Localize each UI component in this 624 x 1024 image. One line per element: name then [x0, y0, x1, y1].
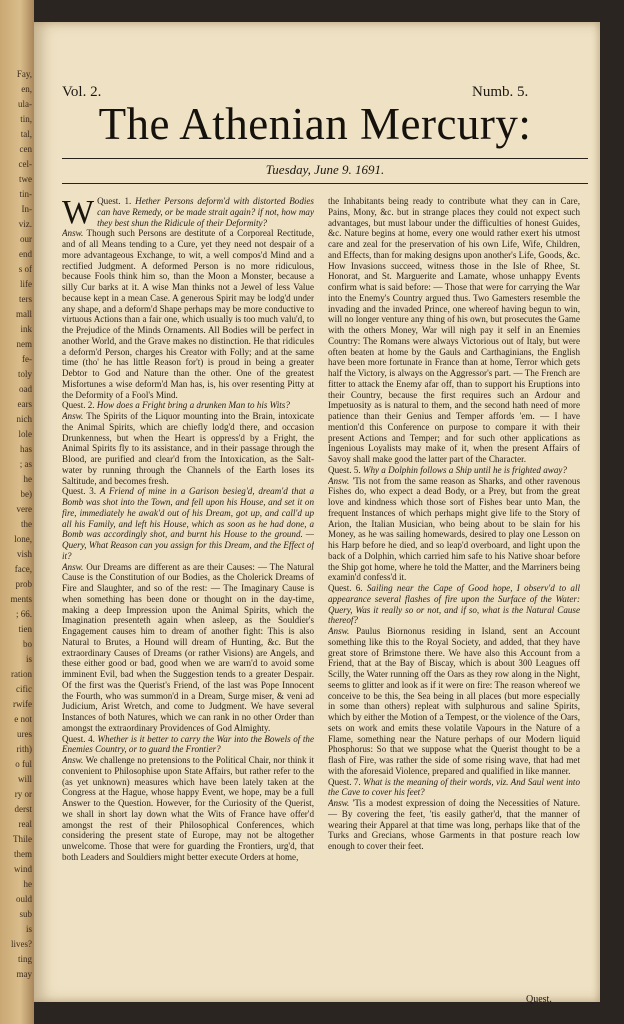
adjacent-page-fragment: lives?: [11, 940, 32, 949]
adjacent-page-fragment: is: [25, 655, 32, 664]
question-label: Quest. 3.: [62, 486, 97, 497]
answer-label: Answ.: [328, 798, 350, 808]
adjacent-page-fragment: prob: [15, 580, 32, 589]
adjacent-page-fragment: ting: [17, 955, 32, 964]
adjacent-page-fragment: vere: [16, 505, 32, 514]
adjacent-page-fragment: nem: [16, 340, 32, 349]
adjacent-page-fragment: ula-: [18, 100, 32, 109]
question-label: Quest. 4.: [62, 733, 95, 744]
adjacent-page-fragment: tin-: [19, 190, 32, 199]
column-right: [328, 196, 580, 996]
adjacent-page-fragment: he: [23, 880, 32, 889]
answer-label: Answ.: [62, 755, 84, 765]
adjacent-page-fragment: ures: [17, 730, 32, 739]
adjacent-page-fragment: tin,: [20, 115, 32, 124]
body-text: the Inhabitants being ready to contribute what they can in Care, Pains, Mony, &c. but in strange places they could not expect such advantages, but must labour under the difficulties of honest Guides, &c. Nature begins at home, every one would rather exert his utmost care and zeal for the preservation of his own Life, Wife, Children, and Effects, than for making designs upon another's Life, Goods, &c. How Invasions succeed, witness those in the Isle of Rhee, St. Honorat, and St. Marguerite and Lamate, whose unhappy Events confirm what is said before: — Those that were for carrying the War into the Enemy's Country argued thus. Two Gamesters resemble the invading and the invaded Prince, one whereof having begun to win, will no longer venture any thing of his own, but prosecutes the Game with the others Money, War will nigh pay it self in an Enemies Country: The Romans were always Victorious out of Italy, but were often beaten at home by the Gauls and Carthaginians, the English have been more fortunate in France than at home, Terror which gets half the Victory, is always on the Aggressor's part. — The French are fitter to attack the Enemy afar off, than to support his Eruptions into their Country, because the first requires such an Ardour and Impetuosity as is natural to them, and the second hath need of more patience than their Genius and Temper affords 'em. — I have mention'd this Conference on purpose to compare it with their present Actions and Temper; and for such other applications as Ingenious Loyalists may make of it, when the present Affairs of Savoy shall make good the latter part of the Character.: [328, 196, 580, 464]
adjacent-page-fragment: en,: [21, 85, 32, 94]
adjacent-page-fragment: will: [17, 775, 32, 784]
adjacent-page-fragment: ; 66.: [15, 610, 32, 619]
body-text: Paulus Biornonus residing in Island, sent an Account something like this to the Royal Society, and added, that they have great store of Brimstone there. We have also this Account from a Friend, that at the Bay of Biscay, which is about 300 Leagues off Scilly, the Water running off the Oars as they row along in the Night, seems to glitter and look as if it were on fire: The reason whereof we conceive to be this, the Sea being in all places (but more especially in some than others) repleat with sulphurous and saline Spirits, which by either the Motion of a Tempest, or the violence of the Oars, sets on work and emits these volatile Vapours in the Nature of a Flame, something near the Nature perhaps of our Modern liquid Phosphorus: So that we suppose what the Querist thought to be a flash of Fire, was rather the side of some rising wave, that had met with the aforesaid Violence, prepared and qualified in like manner.: [328, 626, 580, 776]
adjacent-page-fragment: rwife: [13, 700, 32, 709]
adjacent-page-fragment: tien: [18, 625, 32, 634]
answer-label: Answ.: [62, 228, 84, 239]
adjacent-page-fragment: oad: [19, 385, 32, 394]
answer-paragraph: [328, 798, 580, 852]
body-text: 'Tis a modest expression of doing the Necessities of Nature. — By covering the feet, 'tis easily gather'd, that the manner of wearing their Apparel at that time was long, perhaps like that of the Turks and Grecians, whose Garments in that posture reach low enough to cover their feet.: [328, 798, 580, 851]
adjacent-page-fragment: fe-: [22, 355, 32, 364]
question-label: Quest. 2.: [62, 400, 95, 411]
masthead-rule-top: [62, 158, 588, 159]
adjacent-page-fragment: our: [20, 235, 32, 244]
question-label: Quest. 7.: [328, 776, 361, 787]
question-paragraph: [62, 196, 314, 231]
question-paragraph: [62, 400, 314, 411]
body-text: The Spirits of the Liquor mounting into the Brain, intoxicate the Animal Spirits, which are chiefly lodg'd there, and occasion Drunkenness, but when the Heart is oppress'd by a Fright, the Animal Spirits fly to its assistance, and in their passage through the Blood, are purified and clear'd from the Intoxication, as the Salt-water by running through the Channels of the Earth loses its Saltitude, and becomes fresh.: [62, 411, 314, 486]
body-text: Our Dreams are different as are their Causes: — The Natural Cause is the Constitution of our Bodies, as the Cholerick Dreams of Fire and Slaughter, and so of the rest: — The Imaginary Cause is when something has been done or thought on in the day-time, making a deep Impression upon the Animal Spirits, which the Imagination presenteth again when asleep, as the Souldier's Engagement causes him to dream of another fight: This is also Natural to Brutes, a Hound will dream of Hunting, &c. But the extraordinary Causes of Dreams (or rather Visions) are Angels, and these either good or bad, good when we are warn'd to avoid some imminent Evil, bad when the Suggestion tends to a greater Despair. Of the first was the Querist's Friend, of the last was Pope Innocent the Fourth, who was summon'd in a Dream, Surge miser, & veni ad Judicium, Arist Wretch, and come to Judgment. We have several Instances of both Natures, which we can rank in no other Order than amongst the extraordinary Providences of God Almighty.: [62, 561, 314, 733]
adjacent-page-fragment: Thile: [13, 835, 32, 844]
adjacent-page-fragment: rith): [16, 745, 32, 754]
adjacent-page-fragment: them: [14, 850, 32, 859]
adjacent-page-fragment: he: [23, 475, 32, 484]
adjacent-page-fragment: ; as: [19, 460, 32, 469]
adjacent-page-fragment: life: [20, 280, 32, 289]
question-paragraph: [328, 777, 580, 799]
question-text: Hether Persons deform'd with distorted Bodies can have Remedy, or be made strait again? if not, how may they best shun the Ridicule of their Deformity?: [97, 196, 314, 228]
answer-label: Answ.: [328, 475, 350, 486]
body-text: 'Tis not from the same reason as Sharks, and other ravenous Fishes do, who expect a dead Body, or a Prey, but from the great love and kindness which those sort of Fishes bear unto Man, the frequent Instances of which perhaps might give life to the Story of Arion, the Italian Musician, who being about to be slain for his Money, as he was sailing homewards, desired to play one Lesson on his Harp before he died, and so leap'd overboard, and light upon the back of a Dolphin, which carried him safe to his Native shoar before the Ship got home, where he told the Matter, and the Marriners being examin'd confess'd it.: [328, 475, 580, 583]
question-label: Quest. 1.: [97, 196, 132, 206]
adjacent-page-edge: [0, 0, 34, 1024]
question-text: Why a Dolphin follows a Ship until he is frighted away?: [362, 464, 567, 475]
adjacent-page-fragment: may: [16, 970, 32, 979]
adjacent-page-fragment: is: [25, 925, 32, 934]
question-label: Quest. 5.: [328, 464, 361, 475]
number-label: Numb. 5.: [472, 84, 529, 100]
adjacent-page-fragment: o ful: [15, 760, 32, 769]
adjacent-page-fragment: viz.: [18, 220, 32, 229]
answer-paragraph: [62, 755, 314, 863]
adjacent-page-fragment: e not: [14, 715, 32, 724]
adjacent-page-fragment: s of: [18, 265, 32, 274]
question-text: Sailing near the Cape of Good hope, I observ'd to all appearance several flashes of fire upon the Surface of the Water: Query, Was it really so or not, and if so, what is the Natural Cause thereof?: [328, 583, 580, 626]
drop-cap: W: [62, 196, 95, 231]
adjacent-page-fragment: be): [20, 490, 32, 499]
body-text: We challenge no pretensions to the Political Chair, nor think it convenient to Philosophise upon State Affairs, but rather refer to the (as yet unknown) measures which have been lately taken at the Congress at the Hague, whose happy Event, we hope, may be a full Answer to the Question. However, for the Curiosity of the Querist, we shall in short lay down what the Wits of France have offer'd amongst the rest of their Philosophical Conferences, which considering the present state of Europe, may not be altogether unwelcome. Those that were for guarding the Frontiers, urg'd, that both Leaders and Souldiers might better execute Orders at home,: [62, 755, 314, 862]
adjacent-page-fragment: Fay,: [16, 70, 32, 79]
answer-paragraph: [62, 562, 314, 734]
adjacent-page-fragment: has: [20, 445, 32, 454]
adjacent-page-fragment: twe: [19, 175, 32, 184]
adjacent-page-fragment: lole: [18, 430, 32, 439]
adjacent-page-fragment: cific: [16, 685, 32, 694]
question-label: Quest. 6.: [328, 583, 363, 593]
masthead-title: The Athenian Mercury:: [98, 99, 532, 149]
adjacent-page-fragment: vish: [16, 550, 32, 559]
question-paragraph: [62, 734, 314, 756]
adjacent-page-fragment: wind: [14, 865, 32, 874]
adjacent-page-fragment: ears: [17, 400, 32, 409]
answer-paragraph: [328, 196, 580, 465]
masthead-rule-bottom: [62, 183, 588, 184]
answer-paragraph: [62, 228, 314, 400]
question-text: What is the meaning of their words, viz. And Saul went into the Cave to cover his feet?: [328, 776, 580, 798]
adjacent-page-fragment: mall: [16, 310, 32, 319]
question-text: Whether is it better to carry the War into the Bowels of the Enemies Country, or to guard the Frontier?: [62, 733, 314, 755]
question-paragraph: [328, 465, 580, 476]
body-text: Though such Persons are destitute of a Corporeal Rectitude, and of all Means tending to a Cure, yet they need not despair of a more advantageous Exchange, to wit, a well compos'd Mind and a rectified Judgment. A deformed Person is no more ridiculous, because Fools think him so, than the Moon a Monster, because a silly Cur barks at it. A wise Man thinks not a Jewel of less Value because kept in a mean Case. A generous Spirit may be lodg'd under any shape, and a deform'd Shape perhaps may be more conductive to virtuous Actions than a fair one, which usually is too much valu'd, to the Prejudice of the Minds Ornaments. All Bodies will be perfect in another World, and the Grave makes no distinction. He that ridicules a deform'd Person, charges his Creator with Folly; and at the same time (tho' he has little Reason for't) is proud in being a greater Debtor to God and Nature than the other. One of the greatest Misfortunes a wise deform'd Man has, is, his over resenting Pitty at the Deformity of a Fool's Mind.: [62, 228, 314, 400]
volume-label: Vol. 2.: [62, 84, 102, 100]
adjacent-page-fragment: face,: [14, 565, 32, 574]
adjacent-page-fragment: ink: [20, 325, 32, 334]
question-paragraph: [328, 583, 580, 626]
question-text: How does a Fright bring a drunken Man to his Wits?: [96, 400, 290, 411]
adjacent-page-fragment: ters: [19, 295, 32, 304]
adjacent-page-fragment: cen: [19, 145, 32, 154]
column-left: [62, 196, 314, 996]
adjacent-page-fragment: sub: [19, 910, 32, 919]
issue-date: Tuesday, June 9. 1691.: [265, 162, 385, 177]
adjacent-page-fragment: tal,: [20, 130, 32, 139]
catchword: Quest.: [526, 994, 552, 1005]
question-paragraph: [62, 486, 314, 561]
answer-label: Answ.: [328, 626, 350, 636]
adjacent-page-fragment: ments: [10, 595, 32, 604]
adjacent-page-fragment: the: [21, 520, 32, 529]
answer-label: Answ.: [62, 411, 84, 421]
adjacent-page-fragment: ration: [11, 670, 32, 679]
adjacent-page-fragment: ry or: [14, 790, 32, 799]
adjacent-page-fragment: real: [18, 820, 32, 829]
adjacent-page-fragment: bo: [23, 640, 32, 649]
adjacent-page-fragment: end: [19, 250, 32, 259]
answer-paragraph: [328, 476, 580, 584]
question-text: A Friend of mine in a Garison besieg'd, dream'd that a Bomb was shot into the Town, and fell upon his House, and set it on fire, immediately he awak'd out of his Dream, got up, and call'd up all his Family, and left his House, which as soon as he had done, a Bomb was accordingly shot, and burnt his House to the ground. — Query, What Reason can you assign for this Dream, and the Effect of it?: [62, 486, 314, 561]
answer-label: Answ.: [62, 561, 84, 572]
adjacent-page-fragment: nich: [16, 415, 32, 424]
adjacent-page-fragment: toly: [17, 370, 32, 379]
answer-paragraph: [62, 411, 314, 486]
adjacent-page-fragment: ould: [15, 895, 32, 904]
adjacent-page-fragment: In-: [21, 205, 32, 214]
adjacent-page-fragment: lone,: [14, 535, 32, 544]
answer-paragraph: [328, 626, 580, 777]
adjacent-page-fragment: derst: [14, 805, 32, 814]
adjacent-page-fragment: cel-: [18, 160, 32, 169]
